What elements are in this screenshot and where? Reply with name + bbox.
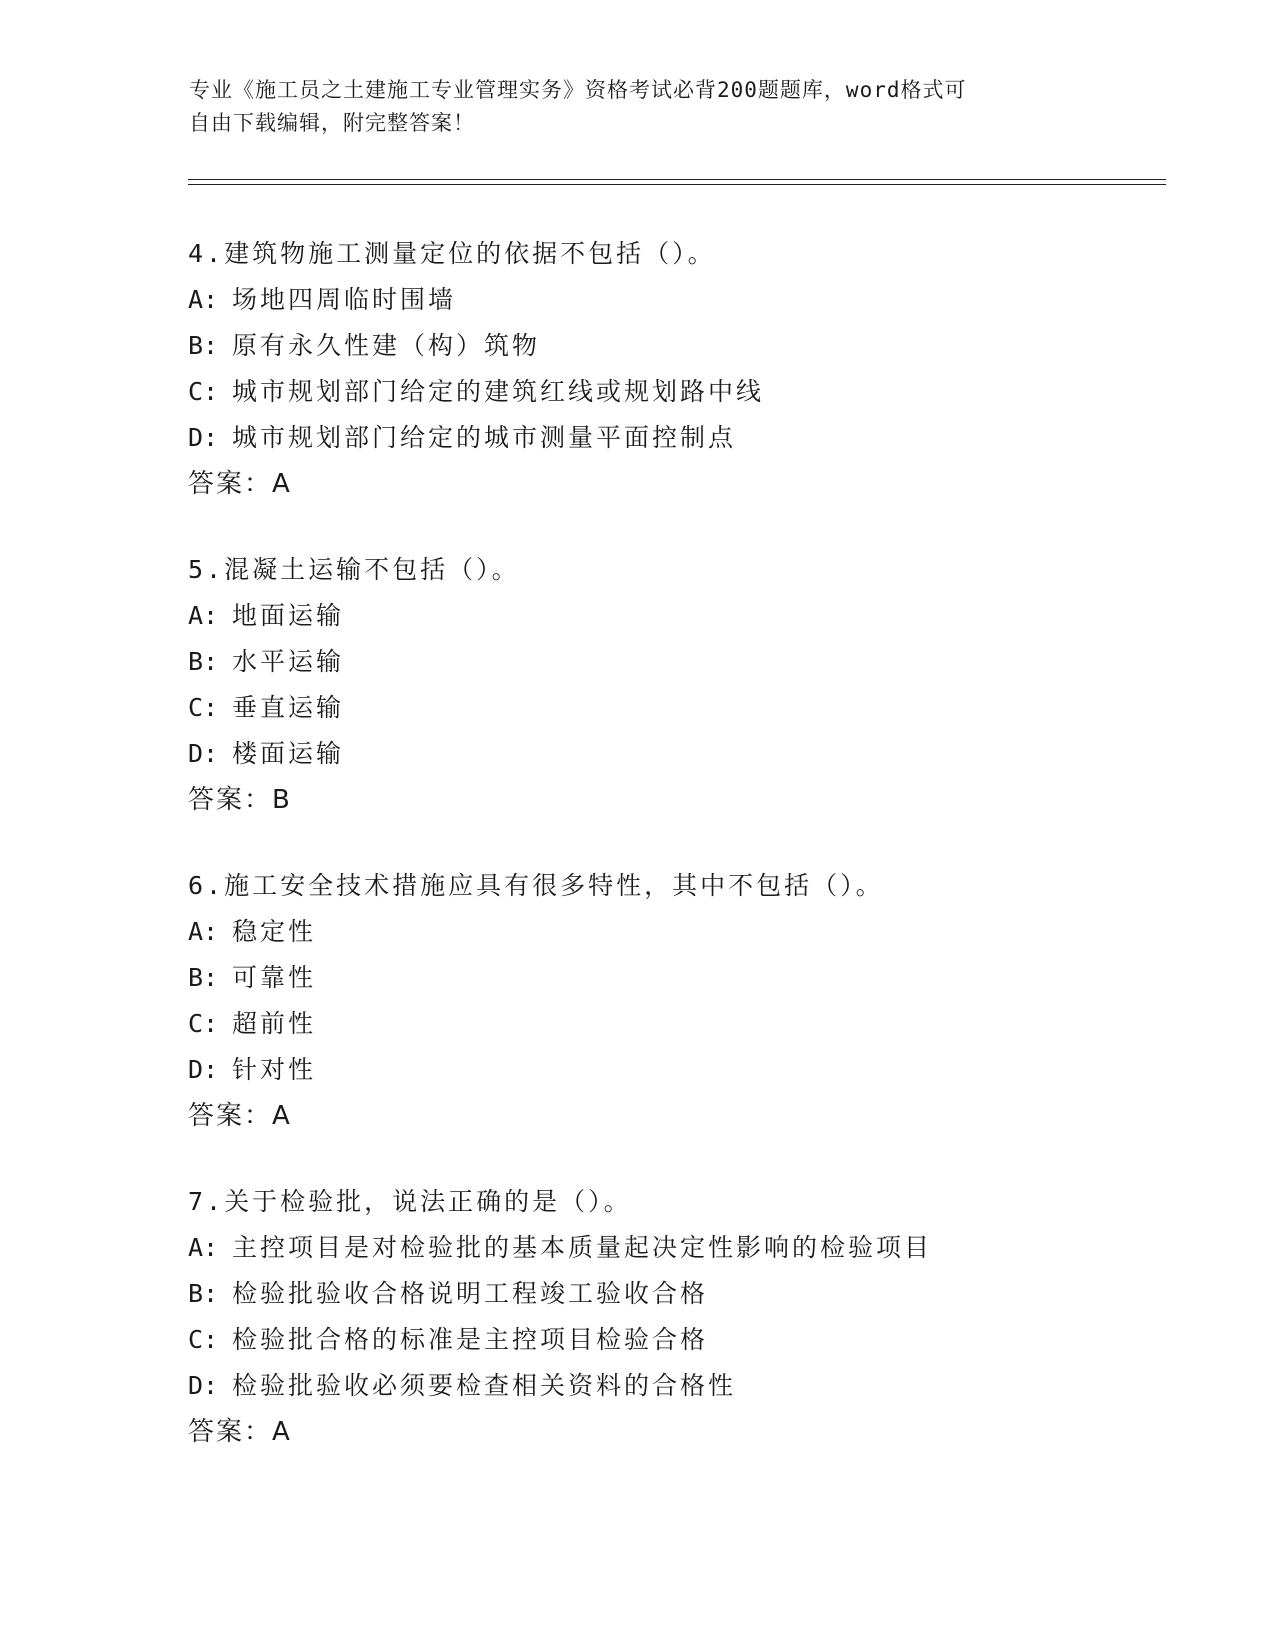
- option-text: 场地四周临时围墙: [232, 285, 457, 314]
- option-d: [188, 415, 1188, 461]
- option-letter: D:: [188, 1055, 219, 1084]
- option-text: 楼面运输: [232, 739, 345, 768]
- option-b: [188, 1271, 1188, 1317]
- option-text: 城市规划部门给定的城市测量平面控制点: [232, 423, 737, 452]
- option-letter: A:: [188, 917, 219, 946]
- option-a: [188, 1225, 1188, 1271]
- option-a: [188, 593, 1188, 639]
- question-stem: 7.关于检验批，说法正确的是（）。: [188, 1187, 632, 1216]
- option-text: 水平运输: [232, 647, 345, 676]
- header-rule-top: [188, 179, 1166, 180]
- option-letter: A:: [188, 601, 219, 630]
- option-text: 城市规划部门给定的建筑红线或规划路中线: [232, 377, 765, 406]
- answer-line: 答案：B: [188, 785, 292, 815]
- option-letter: C:: [188, 377, 219, 406]
- question-block: [188, 547, 1188, 823]
- option-letter: B:: [188, 1279, 219, 1308]
- question-stem: 6.施工安全技术措施应具有很多特性，其中不包括（）。: [188, 871, 884, 900]
- option-letter: C:: [188, 693, 219, 722]
- option-letter: D:: [188, 423, 219, 452]
- question-block: [188, 863, 1188, 1139]
- option-text: 原有永久性建（构）筑物: [232, 331, 541, 360]
- option-b: [188, 323, 1188, 369]
- option-a: [188, 277, 1188, 323]
- question-stem: 5.混凝土运输不包括（）。: [188, 555, 520, 584]
- option-text: 垂直运输: [232, 693, 345, 722]
- option-c: [188, 1317, 1188, 1363]
- answer-line: 答案：A: [188, 469, 292, 499]
- option-text: 稳定性: [232, 917, 317, 946]
- option-letter: D:: [188, 739, 219, 768]
- option-text: 地面运输: [232, 601, 345, 630]
- option-d: [188, 1363, 1188, 1409]
- option-text: 检验批验收合格说明工程竣工验收合格: [232, 1279, 709, 1308]
- option-c: [188, 685, 1188, 731]
- option-letter: B:: [188, 963, 219, 992]
- header-line-2: 自由下载编辑，附完整答案！: [189, 111, 475, 135]
- option-letter: C:: [188, 1009, 219, 1038]
- option-letter: B:: [188, 331, 219, 360]
- option-letter: A:: [188, 1233, 219, 1262]
- question-stem: 4.建筑物施工测量定位的依据不包括（）。: [188, 239, 716, 268]
- question-block: [188, 1179, 1188, 1455]
- option-c: [188, 369, 1188, 415]
- option-b: [188, 639, 1188, 685]
- option-text: 可靠性: [232, 963, 317, 992]
- answer-line: 答案：A: [188, 1417, 292, 1447]
- option-c: [188, 1001, 1188, 1047]
- option-a: [188, 909, 1188, 955]
- question-block: [188, 231, 1188, 507]
- option-b: [188, 955, 1188, 1001]
- answer-line: 答案：A: [188, 1101, 292, 1131]
- option-text: 超前性: [232, 1009, 317, 1038]
- option-text: 主控项目是对检验批的基本质量起决定性影响的检验项目: [232, 1233, 933, 1262]
- option-letter: B:: [188, 647, 219, 676]
- option-letter: A:: [188, 285, 219, 314]
- option-text: 检验批合格的标准是主控项目检验合格: [232, 1325, 709, 1354]
- option-d: [188, 731, 1188, 777]
- header-rule-bottom: [188, 184, 1166, 185]
- option-d: [188, 1047, 1188, 1093]
- option-text: 针对性: [232, 1055, 317, 1084]
- option-letter: C:: [188, 1325, 219, 1354]
- option-letter: D:: [188, 1371, 219, 1400]
- header-line-1: 专业《施工员之土建施工专业管理实务》资格考试必背200题题库，word格式可: [189, 78, 967, 102]
- option-text: 检验批验收必须要检查相关资料的合格性: [232, 1371, 737, 1400]
- document-header: [189, 74, 1089, 140]
